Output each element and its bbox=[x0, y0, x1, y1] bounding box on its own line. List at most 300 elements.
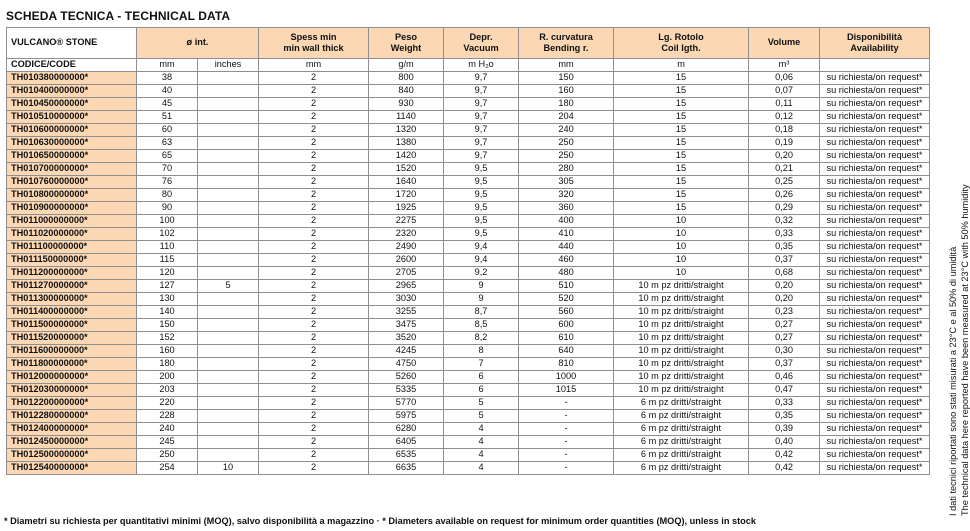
table-cell: 0,20 bbox=[749, 150, 820, 163]
table-cell: 0,18 bbox=[749, 124, 820, 137]
product-code-cell: TH010380000000* bbox=[7, 72, 137, 85]
table-cell: 15 bbox=[614, 85, 749, 98]
table-cell: 4750 bbox=[369, 358, 444, 371]
table-cell: 2 bbox=[259, 293, 369, 306]
unit-cell: inches bbox=[198, 59, 259, 72]
product-code-cell: TH011150000000* bbox=[7, 254, 137, 267]
table-cell: 45 bbox=[137, 98, 198, 111]
table-cell: 4 bbox=[444, 462, 519, 475]
table-cell: 8,7 bbox=[444, 306, 519, 319]
table-row bbox=[7, 449, 930, 462]
product-code-cell: TH012450000000* bbox=[7, 436, 137, 449]
table-cell: 2 bbox=[259, 436, 369, 449]
table-cell: 220 bbox=[137, 397, 198, 410]
table-cell bbox=[198, 215, 259, 228]
product-code-cell: TH011800000000* bbox=[7, 358, 137, 371]
table-cell: 2 bbox=[259, 332, 369, 345]
table-cell: 3475 bbox=[369, 319, 444, 332]
table-cell: 0,42 bbox=[749, 449, 820, 462]
table-cell: su richiesta/on request* bbox=[820, 189, 930, 202]
table-cell: 5 bbox=[444, 397, 519, 410]
table-cell: 2705 bbox=[369, 267, 444, 280]
table-cell: 1000 bbox=[519, 371, 614, 384]
table-row bbox=[7, 72, 930, 85]
table-row bbox=[7, 111, 930, 124]
product-code-cell: TH012500000000* bbox=[7, 449, 137, 462]
table-cell: 0,25 bbox=[749, 176, 820, 189]
table-cell: 245 bbox=[137, 436, 198, 449]
table-cell: 10 m pz dritti/straight bbox=[614, 306, 749, 319]
table-row bbox=[7, 228, 930, 241]
product-code-cell: TH010900000000* bbox=[7, 202, 137, 215]
table-cell: 38 bbox=[137, 72, 198, 85]
table-cell: 0,37 bbox=[749, 254, 820, 267]
table-cell: su richiesta/on request* bbox=[820, 384, 930, 397]
header-bending-radius: R. curvatura Bending r. bbox=[519, 28, 614, 59]
table-cell: 150 bbox=[137, 319, 198, 332]
footnote: * Diametri su richiesta per quantitativi minimi (MOQ), salvo disponibilità a magazzino · * Diameters available on request for minimum order quantities (MOQ), unless in stock bbox=[4, 516, 757, 526]
product-code-cell: TH011270000000* bbox=[7, 280, 137, 293]
table-cell bbox=[198, 111, 259, 124]
table-cell bbox=[198, 410, 259, 423]
table-cell bbox=[198, 241, 259, 254]
table-cell: su richiesta/on request* bbox=[820, 137, 930, 150]
table-cell: 2 bbox=[259, 176, 369, 189]
table-cell: 2 bbox=[259, 397, 369, 410]
table-row bbox=[7, 319, 930, 332]
table-cell: 130 bbox=[137, 293, 198, 306]
product-code-cell: TH010700000000* bbox=[7, 163, 137, 176]
product-code-cell: TH011500000000* bbox=[7, 319, 137, 332]
table-cell: 0,40 bbox=[749, 436, 820, 449]
table-cell bbox=[198, 319, 259, 332]
table-cell: su richiesta/on request* bbox=[820, 293, 930, 306]
table-cell: 10 bbox=[614, 267, 749, 280]
table-cell: 610 bbox=[519, 332, 614, 345]
table-cell: 5335 bbox=[369, 384, 444, 397]
side-note-english: The technical data here reported have been measured at 23°C with 50% humidity bbox=[960, 184, 970, 516]
table-cell: 0,47 bbox=[749, 384, 820, 397]
table-cell: 1140 bbox=[369, 111, 444, 124]
table-cell: 3520 bbox=[369, 332, 444, 345]
table-cell: su richiesta/on request* bbox=[820, 371, 930, 384]
table-cell: 2 bbox=[259, 111, 369, 124]
table-cell: su richiesta/on request* bbox=[820, 306, 930, 319]
table-cell: 2 bbox=[259, 202, 369, 215]
header-diameter: ø int. bbox=[137, 28, 259, 59]
table-cell: 0,29 bbox=[749, 202, 820, 215]
table-cell: 10 m pz dritti/straight bbox=[614, 280, 749, 293]
table-cell bbox=[198, 254, 259, 267]
table-cell bbox=[198, 345, 259, 358]
table-cell: su richiesta/on request* bbox=[820, 332, 930, 345]
table-cell: 9,7 bbox=[444, 98, 519, 111]
table-cell: 2 bbox=[259, 267, 369, 280]
table-cell: 0,33 bbox=[749, 228, 820, 241]
table-cell bbox=[198, 423, 259, 436]
table-cell: 2 bbox=[259, 319, 369, 332]
table-cell: 0,20 bbox=[749, 293, 820, 306]
table-cell: 0,20 bbox=[749, 280, 820, 293]
table-cell bbox=[198, 72, 259, 85]
product-code-cell: TH011520000000* bbox=[7, 332, 137, 345]
product-code-cell: TH010650000000* bbox=[7, 150, 137, 163]
table-cell: 15 bbox=[614, 111, 749, 124]
table-cell: su richiesta/on request* bbox=[820, 202, 930, 215]
table-cell: 5 bbox=[198, 280, 259, 293]
table-cell: - bbox=[519, 449, 614, 462]
table-cell: 110 bbox=[137, 241, 198, 254]
table-cell: 1925 bbox=[369, 202, 444, 215]
table-cell: su richiesta/on request* bbox=[820, 163, 930, 176]
table-cell: 240 bbox=[519, 124, 614, 137]
table-cell: su richiesta/on request* bbox=[820, 150, 930, 163]
table-cell bbox=[198, 371, 259, 384]
table-cell: 9,7 bbox=[444, 85, 519, 98]
product-code-cell: TH011200000000* bbox=[7, 267, 137, 280]
table-cell: 0,11 bbox=[749, 98, 820, 111]
header-product: VULCANO® STONE bbox=[7, 28, 137, 59]
table-cell: 5770 bbox=[369, 397, 444, 410]
table-cell: 5260 bbox=[369, 371, 444, 384]
table-cell: 203 bbox=[137, 384, 198, 397]
table-cell: 305 bbox=[519, 176, 614, 189]
table-cell: 2600 bbox=[369, 254, 444, 267]
table-cell: 4245 bbox=[369, 345, 444, 358]
table-cell: 115 bbox=[137, 254, 198, 267]
table-cell: 100 bbox=[137, 215, 198, 228]
table-cell: 102 bbox=[137, 228, 198, 241]
table-cell: 6 m pz dritti/straight bbox=[614, 410, 749, 423]
product-code-cell: TH011600000000* bbox=[7, 345, 137, 358]
table-cell: 10 bbox=[198, 462, 259, 475]
table-cell: 0,39 bbox=[749, 423, 820, 436]
table-cell: 9,5 bbox=[444, 163, 519, 176]
table-cell: su richiesta/on request* bbox=[820, 410, 930, 423]
table-cell: 63 bbox=[137, 137, 198, 150]
table-cell: su richiesta/on request* bbox=[820, 228, 930, 241]
table-cell: 2 bbox=[259, 345, 369, 358]
table-body bbox=[7, 72, 930, 475]
table-cell: 2 bbox=[259, 384, 369, 397]
table-cell: 180 bbox=[519, 98, 614, 111]
table-cell: 0,23 bbox=[749, 306, 820, 319]
table-cell: 2320 bbox=[369, 228, 444, 241]
table-cell: 2965 bbox=[369, 280, 444, 293]
table-cell: 6 m pz dritti/straight bbox=[614, 462, 749, 475]
table-cell bbox=[198, 202, 259, 215]
table-cell: 9,4 bbox=[444, 254, 519, 267]
table-cell: 240 bbox=[137, 423, 198, 436]
table-cell: 10 m pz dritti/straight bbox=[614, 293, 749, 306]
table-cell: 320 bbox=[519, 189, 614, 202]
table-row bbox=[7, 137, 930, 150]
table-cell: 510 bbox=[519, 280, 614, 293]
table-cell bbox=[198, 176, 259, 189]
product-code-cell: TH012000000000* bbox=[7, 371, 137, 384]
table-cell: 200 bbox=[137, 371, 198, 384]
table-cell: 15 bbox=[614, 150, 749, 163]
table-row bbox=[7, 254, 930, 267]
table-cell: 2 bbox=[259, 254, 369, 267]
table-cell: 8,2 bbox=[444, 332, 519, 345]
table-cell: 0,37 bbox=[749, 358, 820, 371]
table-cell: 0,27 bbox=[749, 319, 820, 332]
table-cell: 250 bbox=[519, 137, 614, 150]
table-cell: 9,5 bbox=[444, 215, 519, 228]
table-cell: 0,42 bbox=[749, 462, 820, 475]
table-cell: 3255 bbox=[369, 306, 444, 319]
table-cell: 160 bbox=[137, 345, 198, 358]
table-cell: 9,5 bbox=[444, 228, 519, 241]
product-code-cell: TH010630000000* bbox=[7, 137, 137, 150]
table-cell: 65 bbox=[137, 150, 198, 163]
table-cell: 400 bbox=[519, 215, 614, 228]
unit-cell bbox=[820, 59, 930, 72]
table-cell bbox=[198, 85, 259, 98]
table-row bbox=[7, 124, 930, 137]
table-cell: 0,26 bbox=[749, 189, 820, 202]
header-row bbox=[7, 28, 930, 59]
side-note-italian: I dati tecnici riportati sono stati misurati a 23°C e al 50% di umidità bbox=[948, 246, 958, 516]
table-cell: 0,35 bbox=[749, 241, 820, 254]
table-cell: 1640 bbox=[369, 176, 444, 189]
table-cell: 6280 bbox=[369, 423, 444, 436]
table-cell: 9,5 bbox=[444, 189, 519, 202]
table-row bbox=[7, 384, 930, 397]
table-cell: su richiesta/on request* bbox=[820, 345, 930, 358]
table-cell: 4 bbox=[444, 449, 519, 462]
table-cell: 15 bbox=[614, 98, 749, 111]
product-code-cell: TH011100000000* bbox=[7, 241, 137, 254]
table-row bbox=[7, 410, 930, 423]
table-cell: 10 m pz dritti/straight bbox=[614, 332, 749, 345]
table-row bbox=[7, 332, 930, 345]
table-cell: 15 bbox=[614, 124, 749, 137]
table-cell: su richiesta/on request* bbox=[820, 423, 930, 436]
table-cell: 0,46 bbox=[749, 371, 820, 384]
table-cell: 0,27 bbox=[749, 332, 820, 345]
table-cell: 0,12 bbox=[749, 111, 820, 124]
table-row bbox=[7, 371, 930, 384]
table-cell: 15 bbox=[614, 137, 749, 150]
table-cell: 15 bbox=[614, 176, 749, 189]
table-cell: 0,33 bbox=[749, 397, 820, 410]
table-cell: su richiesta/on request* bbox=[820, 176, 930, 189]
table-row bbox=[7, 98, 930, 111]
table-cell bbox=[198, 98, 259, 111]
table-cell: 2 bbox=[259, 215, 369, 228]
table-cell: 1015 bbox=[519, 384, 614, 397]
table-cell bbox=[198, 358, 259, 371]
table-cell: 2 bbox=[259, 85, 369, 98]
table-cell: 10 m pz dritti/straight bbox=[614, 358, 749, 371]
unit-cell: m bbox=[614, 59, 749, 72]
table-cell: 127 bbox=[137, 280, 198, 293]
product-code-cell: TH010510000000* bbox=[7, 111, 137, 124]
product-code-cell: TH011000000000* bbox=[7, 215, 137, 228]
table-cell: 2 bbox=[259, 137, 369, 150]
table-row bbox=[7, 241, 930, 254]
table-cell: su richiesta/on request* bbox=[820, 124, 930, 137]
table-cell: su richiesta/on request* bbox=[820, 397, 930, 410]
table-cell bbox=[198, 449, 259, 462]
table-cell: 6 m pz dritti/straight bbox=[614, 449, 749, 462]
product-code-cell: TH010800000000* bbox=[7, 189, 137, 202]
table-cell bbox=[198, 228, 259, 241]
product-code-cell: TH012540000000* bbox=[7, 462, 137, 475]
table-cell bbox=[198, 150, 259, 163]
table-cell: 560 bbox=[519, 306, 614, 319]
header-vacuum: Depr. Vacuum bbox=[444, 28, 519, 59]
table-cell: 8 bbox=[444, 345, 519, 358]
table-cell bbox=[198, 436, 259, 449]
unit-cell: m H₂o bbox=[444, 59, 519, 72]
table-cell: su richiesta/on request* bbox=[820, 280, 930, 293]
table-cell: - bbox=[519, 397, 614, 410]
table-cell: 0,06 bbox=[749, 72, 820, 85]
table-cell: 2 bbox=[259, 98, 369, 111]
table-row bbox=[7, 306, 930, 319]
product-code-cell: TH012280000000* bbox=[7, 410, 137, 423]
table-cell: - bbox=[519, 423, 614, 436]
unit-cell: mm bbox=[259, 59, 369, 72]
table-cell: 9,7 bbox=[444, 137, 519, 150]
table-cell: 2 bbox=[259, 423, 369, 436]
table-row bbox=[7, 150, 930, 163]
table-row bbox=[7, 267, 930, 280]
table-cell bbox=[198, 124, 259, 137]
table-cell: su richiesta/on request* bbox=[820, 254, 930, 267]
table-cell: 600 bbox=[519, 319, 614, 332]
product-code-cell: TH011020000000* bbox=[7, 228, 137, 241]
table-cell: 9,7 bbox=[444, 111, 519, 124]
table-cell: 2490 bbox=[369, 241, 444, 254]
table-cell: 9,2 bbox=[444, 267, 519, 280]
table-cell: 6 bbox=[444, 371, 519, 384]
table-row bbox=[7, 462, 930, 475]
unit-cell: mm bbox=[519, 59, 614, 72]
table-cell: 70 bbox=[137, 163, 198, 176]
table-cell: su richiesta/on request* bbox=[820, 267, 930, 280]
table-cell: 10 bbox=[614, 228, 749, 241]
page-title: SCHEDA TECNICA - TECHNICAL DATA bbox=[6, 9, 231, 23]
table-cell: 1420 bbox=[369, 150, 444, 163]
table-cell: 4 bbox=[444, 436, 519, 449]
table-cell: 76 bbox=[137, 176, 198, 189]
table-cell: su richiesta/on request* bbox=[820, 319, 930, 332]
table-cell: 2 bbox=[259, 371, 369, 384]
table-cell: 5975 bbox=[369, 410, 444, 423]
table-cell bbox=[198, 332, 259, 345]
product-code-cell: TH011400000000* bbox=[7, 306, 137, 319]
table-cell: su richiesta/on request* bbox=[820, 98, 930, 111]
table-cell: 810 bbox=[519, 358, 614, 371]
table-cell: 2 bbox=[259, 150, 369, 163]
header-volume: Volume bbox=[749, 28, 820, 59]
table-cell: 2 bbox=[259, 462, 369, 475]
table-cell: 0,07 bbox=[749, 85, 820, 98]
product-code-cell: TH010760000000* bbox=[7, 176, 137, 189]
table-cell: 9,5 bbox=[444, 176, 519, 189]
table-cell: 9 bbox=[444, 280, 519, 293]
table-cell: 2275 bbox=[369, 215, 444, 228]
table-cell: 10 m pz dritti/straight bbox=[614, 345, 749, 358]
table-cell: 9,5 bbox=[444, 202, 519, 215]
table-cell: 204 bbox=[519, 111, 614, 124]
table-cell: 9,4 bbox=[444, 241, 519, 254]
table-cell: 2 bbox=[259, 189, 369, 202]
table-cell: 2 bbox=[259, 306, 369, 319]
table-cell: 800 bbox=[369, 72, 444, 85]
table-cell: 6 m pz dritti/straight bbox=[614, 436, 749, 449]
unit-cell: mm bbox=[137, 59, 198, 72]
table-row bbox=[7, 436, 930, 449]
table-cell: su richiesta/on request* bbox=[820, 72, 930, 85]
table-cell: 90 bbox=[137, 202, 198, 215]
table-row bbox=[7, 423, 930, 436]
table-cell: 10 m pz dritti/straight bbox=[614, 371, 749, 384]
table-cell: 6 m pz dritti/straight bbox=[614, 397, 749, 410]
table-cell: 9,7 bbox=[444, 150, 519, 163]
table-cell: 930 bbox=[369, 98, 444, 111]
unit-cell: CODICE/CODE bbox=[7, 59, 137, 72]
table-row bbox=[7, 215, 930, 228]
product-code-cell: TH010400000000* bbox=[7, 85, 137, 98]
table-cell: 1320 bbox=[369, 124, 444, 137]
table-cell: 10 bbox=[614, 254, 749, 267]
table-cell: 4 bbox=[444, 423, 519, 436]
table-cell: 0,21 bbox=[749, 163, 820, 176]
table-cell: su richiesta/on request* bbox=[820, 436, 930, 449]
table-row bbox=[7, 163, 930, 176]
table-cell: 3030 bbox=[369, 293, 444, 306]
units-row bbox=[7, 59, 930, 72]
table-cell: 10 m pz dritti/straight bbox=[614, 384, 749, 397]
table-cell: - bbox=[519, 410, 614, 423]
table-cell: su richiesta/on request* bbox=[820, 358, 930, 371]
table-cell: 1720 bbox=[369, 189, 444, 202]
product-code-cell: TH011300000000* bbox=[7, 293, 137, 306]
table-cell: 2 bbox=[259, 410, 369, 423]
table-cell: 640 bbox=[519, 345, 614, 358]
product-code-cell: TH010600000000* bbox=[7, 124, 137, 137]
table-cell: su richiesta/on request* bbox=[820, 215, 930, 228]
table-cell: 6 m pz dritti/straight bbox=[614, 423, 749, 436]
table-row bbox=[7, 85, 930, 98]
table-cell: 280 bbox=[519, 163, 614, 176]
table-row bbox=[7, 176, 930, 189]
table-cell: 250 bbox=[519, 150, 614, 163]
table-cell: 10 bbox=[614, 215, 749, 228]
table-cell: 51 bbox=[137, 111, 198, 124]
table-cell: 480 bbox=[519, 267, 614, 280]
table-cell: 6535 bbox=[369, 449, 444, 462]
table-row bbox=[7, 345, 930, 358]
table-cell: 840 bbox=[369, 85, 444, 98]
product-code-cell: TH012400000000* bbox=[7, 423, 137, 436]
header-coil-length: Lg. Rotolo Coil lgth. bbox=[614, 28, 749, 59]
table-cell: 0,19 bbox=[749, 137, 820, 150]
table-row bbox=[7, 358, 930, 371]
table-cell: 15 bbox=[614, 202, 749, 215]
table-cell: 60 bbox=[137, 124, 198, 137]
table-cell: 250 bbox=[137, 449, 198, 462]
table-cell: 2 bbox=[259, 280, 369, 293]
table-cell: 150 bbox=[519, 72, 614, 85]
table-cell bbox=[198, 137, 259, 150]
header-weight: Peso Weight bbox=[369, 28, 444, 59]
